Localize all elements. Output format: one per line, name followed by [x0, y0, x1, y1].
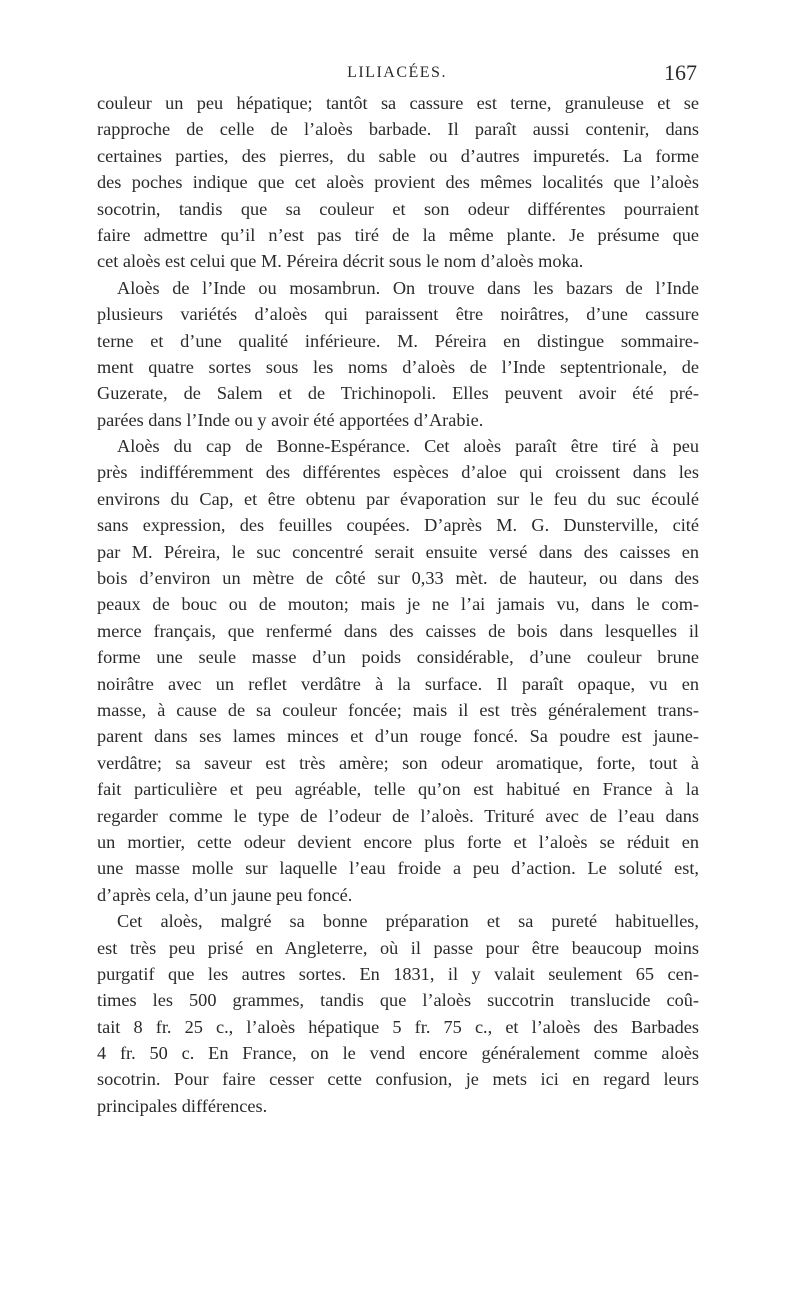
text-line: socotrin. Pour faire cesser cette confusion, je mets ici en regard leurs	[97, 1069, 699, 1090]
running-title: LILIACÉES.	[347, 64, 447, 81]
text-line: près indifféremment des différentes espèces d’aloe qui croissent dans les	[97, 462, 699, 483]
text-line: couleur un peu hépatique; tantôt sa cassure est terne, granuleuse et se	[97, 93, 699, 113]
text-line: principales différences.	[97, 1095, 268, 1116]
text-line: un mortier, cette odeur devient encore plus forte et l’aloès se réduit en	[97, 831, 699, 852]
text-line: parent dans ses lames minces et d’un rouge foncé. Sa poudre est jaune-	[97, 726, 699, 747]
text-line: sans expression, des feuilles coupées. D’après M. G. Dunsterville, cité	[97, 515, 699, 536]
text-line: noirâtre avec un reflet verdâtre à la surface. Il paraît opaque, vu en	[97, 673, 699, 694]
page-number: 167	[664, 60, 697, 85]
text-line: regarder comme le type de l’odeur de l’aloès. Trituré avec de l’eau dans	[97, 805, 699, 826]
text-line: socotrin, tandis que sa couleur et son odeur différentes pourraient	[97, 198, 699, 219]
text-line: Cet aloès, malgré sa bonne préparation et sa pureté habituelles,	[117, 911, 699, 932]
text-line: bois d’environ un mètre de côté sur 0,33 mèt. de hauteur, ou dans des	[97, 568, 699, 589]
text-line: times les 500 grammes, tandis que l’aloès succotrin translucide coû-	[97, 990, 699, 1011]
text-line: faire admettre qu’il n’est pas tiré de la même plante. Je présume que	[97, 224, 699, 245]
text-line: Aloès du cap de Bonne-Espérance. Cet aloès paraît être tiré à peu	[117, 436, 699, 457]
text-line: purgatif que les autres sortes. En 1831, il y valait seulement 65 cen-	[97, 963, 699, 984]
body-text	[97, 90, 699, 1119]
text-line: cet aloès est celui que M. Péreira décrit sous le nom d’aloès moka.	[97, 251, 584, 272]
text-line: est très peu prisé en Angleterre, où il passe pour être beaucoup moins	[97, 937, 699, 958]
text-line: rapproche de celle de l’aloès barbade. Il paraît aussi contenir, dans	[97, 119, 699, 140]
text-line: merce français, que renfermé dans des caisses de bois dans lesquelles il	[97, 620, 699, 641]
text-line: Aloès de l’Inde ou mosambrun. On trouve dans les bazars de l’Inde	[117, 277, 699, 298]
text-line: Guzerate, de Salem et de Trichinopoli. Elles peuvent avoir été pré-	[97, 383, 699, 404]
text-line: masse, à cause de sa couleur foncée; mais il est très généralement trans-	[97, 699, 699, 720]
text-line: des poches indique que cet aloès provient des mêmes localités que l’aloès	[97, 172, 699, 193]
text-line: verdâtre; sa saveur est très amère; son odeur aromatique, forte, tout à	[97, 752, 699, 773]
text-line: certaines parties, des pierres, du sable ou d’autres impuretés. La forme	[97, 145, 699, 166]
text-line: environs du Cap, et être obtenu par évaporation sur le feu du suc écoulé	[97, 488, 699, 509]
text-line: d’après cela, d’un jaune peu foncé.	[97, 884, 353, 905]
text-line: 4 fr. 50 c. En France, on le vend encore généralement comme aloès	[97, 1043, 699, 1064]
text-line: forme une seule masse d’un poids considérable, d’une couleur brune	[97, 647, 699, 668]
text-line: terne et d’une qualité inférieure. M. Péreira en distingue sommaire-	[97, 330, 699, 351]
text-line: plusieurs variétés d’aloès qui paraissent être noirâtres, d’une cassure	[97, 304, 699, 325]
running-head	[97, 60, 697, 90]
text-line: ment quatre sortes sous les noms d’aloès de l’Inde septentrionale, de	[97, 356, 699, 377]
text-line: une masse molle sur laquelle l’eau froide a peu d’action. Le soluté est,	[97, 858, 699, 879]
text-line: fait particulière et peu agréable, telle qu’on est habitué en France à la	[97, 779, 699, 800]
text-line: tait 8 fr. 25 c., l’aloès hépatique 5 fr. 75 c., et l’aloès des Barbades	[97, 1016, 699, 1037]
text-line: peaux de bouc ou de mouton; mais je ne l’ai jamais vu, dans le com-	[97, 594, 699, 615]
text-line: parées dans l’Inde ou y avoir été apportées d’Arabie.	[97, 409, 484, 430]
text-line: par M. Péreira, le suc concentré serait ensuite versé dans des caisses en	[97, 541, 699, 562]
